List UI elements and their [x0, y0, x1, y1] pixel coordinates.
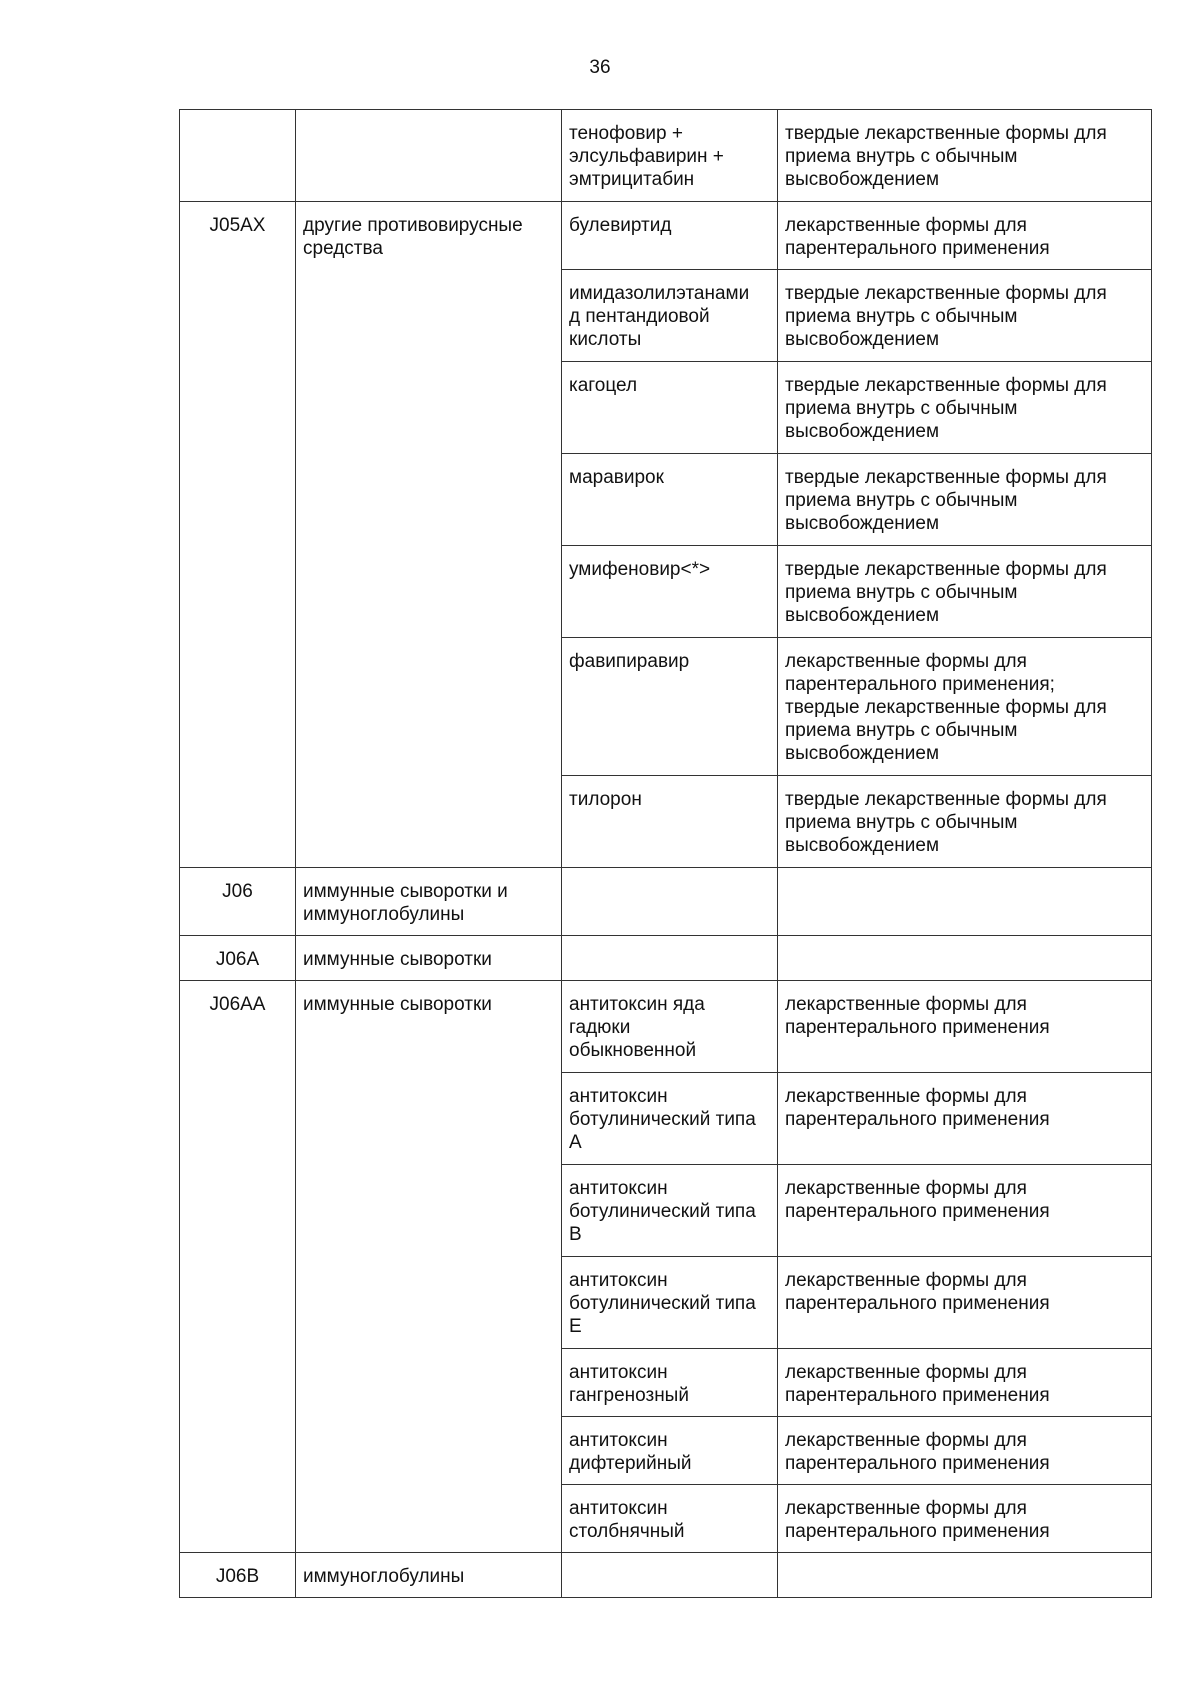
- drug-name-line: маравирок: [569, 467, 664, 488]
- group-name-cell: [296, 981, 562, 1553]
- dosage-form-line: парентерального применения: [785, 1017, 1050, 1038]
- table-row: [180, 202, 1152, 270]
- dosage-form-line: твердые лекарственные формы для: [785, 467, 1107, 488]
- drug-name-line: антитоксин: [569, 1498, 668, 1519]
- atc-code-cell: [180, 981, 296, 1553]
- group-name-cell: [296, 1553, 562, 1598]
- drug-name-line: ботулинический типа: [569, 1201, 756, 1222]
- dosage-form-line: приема внутрь с обычным: [785, 306, 1018, 327]
- atc-code-cell: [180, 202, 296, 868]
- drug-name-line: антитоксин: [569, 1178, 668, 1199]
- dosage-form-line: парентерального применения: [785, 1201, 1050, 1222]
- dosage-form-line: парентерального применения: [785, 238, 1050, 259]
- drug-name-line: антитоксин: [569, 1362, 668, 1383]
- dosage-form-cell: [778, 1073, 1152, 1165]
- drug-name-cell: [562, 1165, 778, 1257]
- drug-name-line: д пентандиовой: [569, 306, 710, 327]
- dosage-form-cell: [778, 981, 1152, 1073]
- drug-name-cell: [562, 1417, 778, 1485]
- group-name-line: иммунные сыворотки и: [303, 881, 508, 902]
- dosage-form-line: приема внутрь с обычным: [785, 582, 1018, 603]
- drug-name-line: имидазолилэтанами: [569, 283, 750, 304]
- dosage-form-line: лекарственные формы для: [785, 1178, 1027, 1199]
- dosage-form-line: лекарственные формы для: [785, 651, 1027, 672]
- drug-name-line: антитоксин: [569, 1086, 668, 1107]
- group-name-cell: [296, 202, 562, 868]
- drug-name-cell: [562, 638, 778, 776]
- group-name-line: иммунные сыворотки: [303, 949, 492, 970]
- dosage-form-line: приема внутрь с обычным: [785, 146, 1018, 167]
- drug-name-line: дифтерийный: [569, 1453, 692, 1474]
- table-row: [180, 110, 1152, 202]
- atc-code: J06AA: [209, 994, 266, 1015]
- drug-name-cell: [562, 1553, 778, 1598]
- dosage-form-line: высвобождением: [785, 169, 940, 190]
- dosage-form-line: парентерального применения: [785, 1385, 1050, 1406]
- dosage-form-line: высвобождением: [785, 421, 940, 442]
- drug-name-line: эмтрицитабин: [569, 169, 695, 190]
- drug-name-cell: [562, 981, 778, 1073]
- dosage-form-line: приема внутрь с обычным: [785, 812, 1018, 833]
- table-row: [180, 1553, 1152, 1598]
- drug-name-line: фавипиравир: [569, 651, 690, 672]
- dosage-form-cell: [778, 1417, 1152, 1485]
- drug-name-cell: [562, 202, 778, 270]
- drug-name-line: гадюки: [569, 1017, 631, 1038]
- dosage-form-line: высвобождением: [785, 329, 940, 350]
- dosage-form-line: парентерального применения: [785, 1521, 1050, 1542]
- drug-name-cell: [562, 776, 778, 868]
- dosage-form-cell: [778, 936, 1152, 981]
- dosage-form-line: лекарственные формы для: [785, 1498, 1027, 1519]
- group-name-cell: [296, 868, 562, 936]
- drug-name-line: ботулинический типа: [569, 1293, 756, 1314]
- dosage-form-cell: [778, 1349, 1152, 1417]
- group-name-line: другие противовирусные: [303, 215, 523, 236]
- dosage-form-cell: [778, 1165, 1152, 1257]
- group-name-line: средства: [303, 238, 383, 259]
- dosage-form-cell: [778, 776, 1152, 868]
- drug-name-cell: [562, 936, 778, 981]
- dosage-form-line: высвобождением: [785, 513, 940, 534]
- group-name-cell: [296, 110, 562, 202]
- dosage-form-cell: [778, 362, 1152, 454]
- group-name-cell: [296, 936, 562, 981]
- atc-code: J05AX: [209, 215, 266, 236]
- dosage-form-line: лекарственные формы для: [785, 215, 1027, 236]
- drug-name-cell: [562, 362, 778, 454]
- dosage-form-cell: [778, 202, 1152, 270]
- atc-code-cell: [180, 868, 296, 936]
- drug-name-cell: [562, 110, 778, 202]
- dosage-form-line: приема внутрь с обычным: [785, 398, 1018, 419]
- drug-name-line: кислоты: [569, 329, 642, 350]
- drug-name-line: антитоксин яда: [569, 994, 705, 1015]
- drug-name-line: B: [569, 1224, 582, 1245]
- atc-code: J06: [222, 881, 253, 902]
- dosage-form-cell: [778, 868, 1152, 936]
- table-row: [180, 936, 1152, 981]
- dosage-form-line: лекарственные формы для: [785, 1362, 1027, 1383]
- drug-name-line: элсульфавирин +: [569, 146, 724, 167]
- dosage-form-line: парентерального применения: [785, 1293, 1050, 1314]
- drug-table-body: [180, 110, 1152, 1598]
- dosage-form-line: приема внутрь с обычным: [785, 720, 1018, 741]
- drug-name-line: антитоксин: [569, 1430, 668, 1451]
- dosage-form-line: высвобождением: [785, 835, 940, 856]
- drug-name-line: кагоцел: [569, 375, 638, 396]
- group-name-line: иммуноглобулины: [303, 904, 465, 925]
- page-number: 36: [589, 57, 611, 78]
- drug-name-cell: [562, 1485, 778, 1553]
- drug-name-cell: [562, 454, 778, 546]
- dosage-form-line: твердые лекарственные формы для: [785, 283, 1107, 304]
- dosage-form-line: лекарственные формы для: [785, 994, 1027, 1015]
- drug-name-line: обыкновенной: [569, 1040, 697, 1061]
- drug-name-line: столбнячный: [569, 1521, 685, 1542]
- dosage-form-line: лекарственные формы для: [785, 1270, 1027, 1291]
- dosage-form-cell: [778, 454, 1152, 546]
- dosage-form-line: твердые лекарственные формы для: [785, 559, 1107, 580]
- dosage-form-cell: [778, 638, 1152, 776]
- group-name-line: иммуноглобулины: [303, 1566, 465, 1587]
- dosage-form-cell: [778, 1257, 1152, 1349]
- dosage-form-cell: [778, 546, 1152, 638]
- table-row: [180, 981, 1152, 1073]
- group-name-line: иммунные сыворотки: [303, 994, 492, 1015]
- dosage-form-line: твердые лекарственные формы для: [785, 123, 1107, 144]
- atc-code-cell: [180, 1553, 296, 1598]
- dosage-form-line: высвобождением: [785, 605, 940, 626]
- dosage-form-line: лекарственные формы для: [785, 1086, 1027, 1107]
- drug-name-line: тилорон: [569, 789, 642, 810]
- dosage-form-cell: [778, 270, 1152, 362]
- drug-name-line: A: [569, 1132, 582, 1153]
- dosage-form-line: парентерального применения: [785, 1453, 1050, 1474]
- atc-code: J06A: [215, 949, 260, 970]
- drug-name-line: гангренозный: [569, 1385, 689, 1406]
- dosage-form-line: парентерального применения: [785, 1109, 1050, 1130]
- atc-code-cell: [180, 110, 296, 202]
- drug-name-line: антитоксин: [569, 1270, 668, 1291]
- drug-name-line: E: [569, 1316, 582, 1337]
- drug-name-cell: [562, 1073, 778, 1165]
- dosage-form-cell: [778, 110, 1152, 202]
- dosage-form-line: твердые лекарственные формы для: [785, 375, 1107, 396]
- dosage-form-line: высвобождением: [785, 743, 940, 764]
- atc-code: J06B: [215, 1566, 260, 1587]
- drug-name-line: тенофовир +: [569, 123, 683, 144]
- dosage-form-line: лекарственные формы для: [785, 1430, 1027, 1451]
- drug-name-cell: [562, 270, 778, 362]
- drug-table: [179, 109, 1152, 1598]
- dosage-form-cell: [778, 1553, 1152, 1598]
- drug-name-cell: [562, 1349, 778, 1417]
- drug-name-cell: [562, 868, 778, 936]
- dosage-form-cell: [778, 1485, 1152, 1553]
- atc-code-cell: [180, 936, 296, 981]
- dosage-form-line: твердые лекарственные формы для: [785, 789, 1107, 810]
- dosage-form-line: твердые лекарственные формы для: [785, 697, 1107, 718]
- drug-name-line: умифеновир<*>: [569, 559, 711, 580]
- drug-name-line: ботулинический типа: [569, 1109, 756, 1130]
- dosage-form-line: приема внутрь с обычным: [785, 490, 1018, 511]
- drug-name-line: булевиртид: [569, 215, 672, 236]
- dosage-form-line: парентерального применения;: [785, 674, 1055, 695]
- drug-name-cell: [562, 546, 778, 638]
- drug-name-cell: [562, 1257, 778, 1349]
- table-row: [180, 868, 1152, 936]
